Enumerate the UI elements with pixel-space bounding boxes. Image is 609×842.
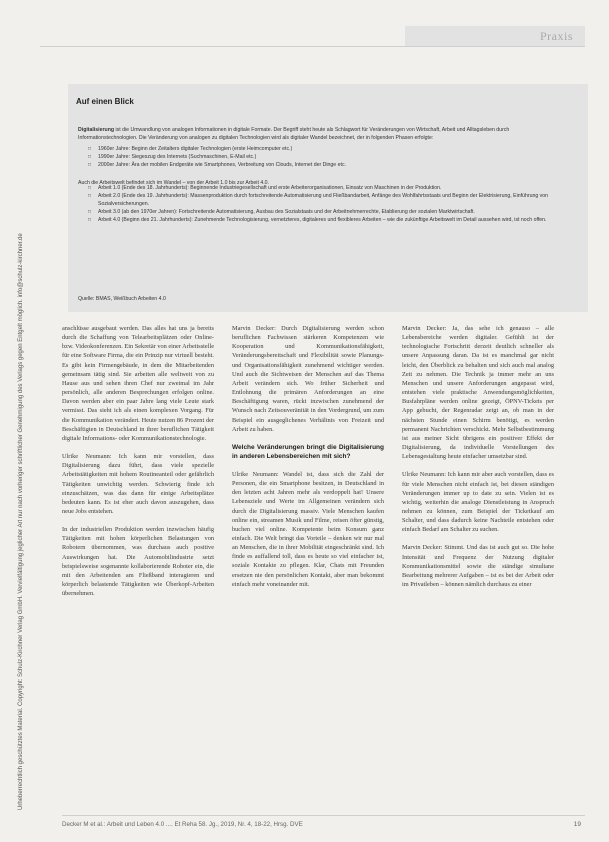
- text-column-3: [402, 324, 554, 598]
- box-intro: [78, 126, 568, 142]
- list-item: □ Arbeit 4.0 (Beginn des 21. Jahrhunderts): Zunehmende Technologisierung, vernetzteres, digitaleres und flexibleres Arbeiten – wie die zukünftige Arbeitswelt im Detail aussehen wird, ist noch offen.: [88, 216, 568, 224]
- box-source: Quelle: BMAS, Weißbuch Arbeiten 4.0: [78, 296, 166, 302]
- footer-rule: [62, 815, 585, 816]
- section-tab: [405, 26, 585, 46]
- section-label: Praxis: [540, 29, 573, 43]
- box-intro-text: ist die Umwandlung von analogen Informationen in digitale Formate. Der Begriff steht heute als Schlagwort für Veränderungen von Wirtschaft, Arbeit und Alltagsleben durch Informationstechnologien. Die Veränderung von analogen zu digitalen Technologien wird als digitaler Wandel bezeichnet, der in folgenden Phasen erfolgte:: [78, 127, 510, 142]
- box-intro-bold: Digitalisierung: [78, 127, 115, 134]
- list-item: □ 1990er Jahre: Siegeszug des Internets (Suchmaschinen, E-Mail etc.): [88, 153, 568, 161]
- paragraph: Marvin Decker: Ja, das sehe ich genauso – alle Lebensbereiche werden digitaler. Gefühlt ist der technologische Fortschritt derzeit deutlich schneller als unsere Anpassung daran. Da ist es manchmal gar nicht leicht, den Überblick zu behalten und sich auch mal analog Zeit zu nehmen. Die Technik ja immer mehr an uns Menschen und unsere Anforderungen angepasst wird, entstehen viele praktische Anwendungsmöglichkeiten, Busfahrpläne werden online gezeigt, ÖPNV-Tickets per App gebucht, der Regenradar zeigt an, ob man in der nächsten Stunde einen Schirm benötigt, es werden permanent Nachrichten verschickt. Mehr Selbstbestimmung ist aus meiner Sicht übrigens ein positiver Effekt der Digitalisierung, da individuelle Vorstellungen des Lebensgestaltung heute einfacher umsetzbar sind.: [402, 325, 554, 461]
- list-item: □ Arbeit 2.0 (Ende des 19. Jahrhunderts): Massenproduktion durch fortschreitende Automatisierung und Fließbandarbeit, Anfänge des Wohlfahrtsstaats und Beginn der Elektrisierung, Einführung von Sozialversicherungen.: [88, 192, 568, 208]
- copyright-notice-text: Urheberrechtlich geschütztes Material. Copyright: Schulz-Kirchner Verlag GmbH. Vervielfältigung jeglicher Art nur nach vorheriger schriftlicher Genehmigung des Verlags gegen Entgelt möglich. info@schulz-kirchner.de: [18, 233, 24, 810]
- list-item: □ Arbeit 3.0 (ab den 1970er Jahren): Fortschreitende Automatisierung, Ausbau des Sozialstaats und der Arbeitnehmerrechte, Etablierung der sozialen Marktwirtschaft.: [88, 208, 568, 216]
- paragraph: In der industriellen Produktion werden inzwischen häufig Tätigkeiten mit hohen körperlichen Belastungen von Robotern übernommen, was durchaus auch positive Auswirkungen hat. Die Automobilindustrie setzt beispielsweise sogenannte kollaborierende Roboter ein, die mit den Arbeitenden am Fließband interagieren und körperlich belastende Tätigkeiten wie Überkopf-Arbeiten übernehmen.: [62, 526, 214, 598]
- list-item: □ 1960er Jahre: Beginn der Zeitalters digitaler Technologien (erste Heimcomputer etc.): [88, 145, 568, 153]
- paragraph: Ulrike Neumann: Ich kann mir vorstellen, dass Digitalisierung dazu führt, dass viele spezielle Arbeitstätigkeiten mit hohem Routineanteil oder gefährlich Tätigkeiten unwichtig werden. Schwierig finde ich einzuschätzen, was das dann für einige Arbeitsplätze bedeuten kann. Es ist eher auch davon auszugehen, dass neue Jobs entstehen.: [62, 453, 214, 515]
- stage-list: [88, 184, 568, 224]
- copyright-notice: [14, 40, 28, 810]
- phase-list: [88, 145, 568, 169]
- list-item: □ Arbeit 1.0 (Ende des 18. Jahrhunderts): Beginnende Industriegesellschaft und erste Arbeiterorganisationen, Einsatz von Maschinen in der Produktion.: [88, 184, 568, 192]
- box-paragraph: Auch die Arbeitswelt befindet sich im Wandel – von der Arbeit 1.0 bis zur Arbeit 4.0.: [78, 180, 269, 187]
- text-column-1: [62, 324, 214, 607]
- list-item: □ 2000er Jahre: Ära der mobilen Endgeräte wie Smartphones, Verbreitung von Clouds, Internet der Dinge etc.: [88, 161, 568, 169]
- header-rule: [40, 46, 585, 47]
- paragraph: Ulrike Neumann: Wandel ist, dass sich die Zahl der Personen, die ein Smartphone besitzen, in Deutschland in den letzten acht Jahren mehr als verdoppelt hat! Unsere Lebensziele und Werte im Allgemeinen verändern sich durch die Digitalisierung massiv. Viele Menschen kaufen online ein, streamen Musik und Filme, reisen öfter günstig, buchen viel online. Kompetente beim Konsum ganz einfach. Die Welt bringt das Vorteile – denken wir nur mal an Menschen, die in ihrer Mobilität eingeschränkt sind. Ich finde es auffallend toll, dass es heute so viel einfacher ist, soziale Kontakte zu pflegen. Klar, Chats mit Freunden ersetzen nie den persönlichen Kontakt, aber man bekommt einfach mehr voneinander mit.: [232, 470, 384, 588]
- paragraph: Marvin Decker: Durch Digitalisierung werden schon beruflichen Fachwissen stärkeren Kompetenzen wie Kooperation und Kommunikationsfähigkeit, Veränderungsbereitschaft und Flexibilität sowie Planungs- und Organisationsfähigkeit zunehmend wichtiger werden. Und auch die Sichtweisen der Menschen auf das Thema Arbeit verändern sich. Wo früher Sicherheit und Entlohnung die primären Anforderungen an eine Beschäftigung waren, rückt inzwischen zunehmend der Wunsch nach Zeitsouveränität in den Vordergrund, um zum Beispiel ein ausgeglichenes Verhältnis von Freizeit und Arbeit zu haben.: [232, 325, 384, 433]
- interview-question: Welche Veränderungen bringt die Digitalisierung in anderen Lebensbereichen mit sich?: [232, 443, 384, 460]
- text-column-2: [232, 324, 384, 598]
- paragraph: anschlüsse ausgebaut werden. Das alles hat uns ja bereits durch die Schaffung von Telearbeitsplätzen oder Online- bzw. Videokonferenzen. Ein Sekretär von einer Arbeitsstelle für eine Software Firma, die ein Prinzip nur virtuell besteht. Es gibt kein Firmengebäude, in dem die Mitarbeitenden gemeinsam tätig sind. Sie arbeiten alle weltweit von zu Hause aus und sehen ihren Chef nur zweimal im Jahr persönlich, alle anderen Besprechungen erfolgen online. Davon werden aber ein paar Jahre lang viele Leute stark vermisst. Das sieht ich als einen komplexen Vorgang. Für die Kommunikation verändert. Heute nutzen 86 Prozent der Beschäftigten in Deutschland in ihrer beruflichen Tätigkeit digitale Informations- oder Kommunikationstechnologie.: [62, 325, 214, 442]
- paragraph: Marvin Decker: Stimmt. Und das ist auch gut so. Die hohe Intensität und Frequenz der Nutzung digitaler Kommunikationsmittel sowie die ständige simultane Bearbeitung mehrerer Aufgaben – ist es bei der Arbeit oder im Privatleben – können nämlich durchaus zu einer: [402, 544, 554, 589]
- page-number: 19: [573, 821, 581, 828]
- box-title: Auf einen Blick: [76, 97, 134, 106]
- footer-citation: Decker M et al.: Arbeit und Leben 4.0 .... Et Reha 58. Jg., 2019, Nr. 4, 18-22, Hrsg. DVE: [62, 821, 303, 828]
- paragraph: Ulrike Neumann: Ich kann mir aber auch vorstellen, dass es für viele Menschen nicht einfach ist, bei diesen ständigen Veränderungen immer up to date zu sein. Vielen ist es wichtig, weiterhin die analoge Dienstleistung in Anspruch nehmen zu können, zum Beispiel der Ticketkauf am Schalter, und dass dadurch keine Nachteile entstehen oder einfach Bedarf am Schalter zu suchen.: [402, 471, 554, 534]
